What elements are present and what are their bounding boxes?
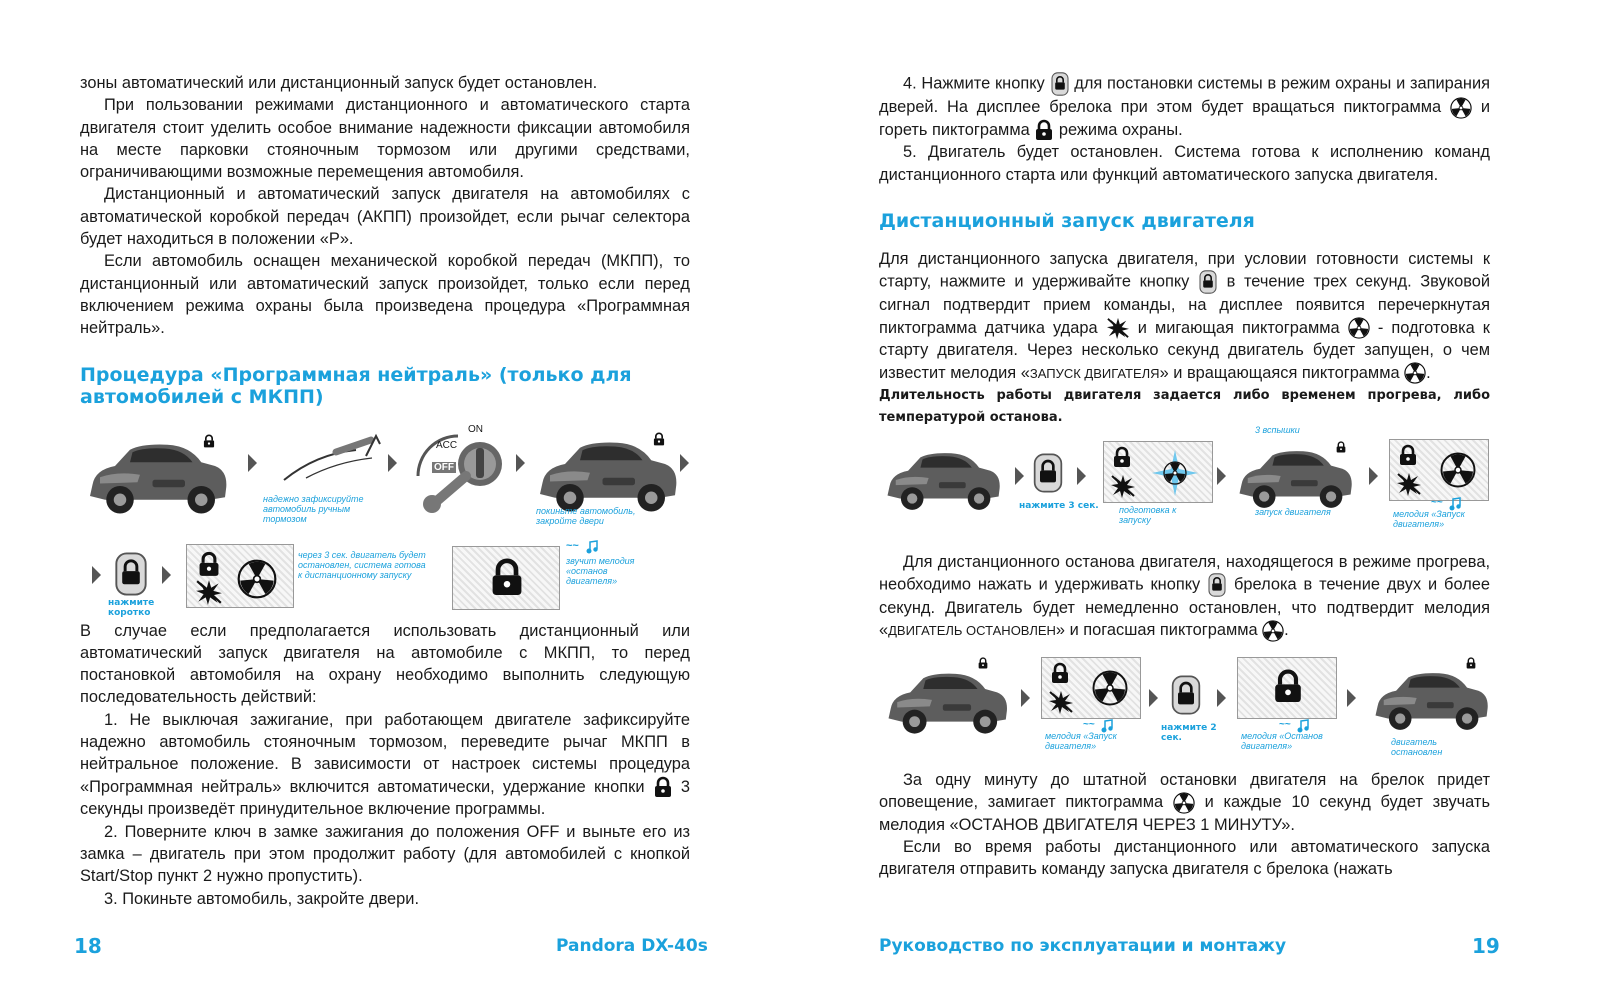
remote-start-diagram — [879, 424, 1490, 543]
page-number: 19 — [1472, 934, 1500, 958]
arrow-icon — [248, 454, 257, 472]
paragraph: При пользовании режимами дистанционного и автоматического старта двигателя стоит уделить особое внимание надежности фиксации автомобиля на месте парковки стояночным тормозом или другими средствами, ограничивающими возможные перемещения автомобиля. — [80, 96, 690, 182]
text-span: и каждые 10 секунд будет звучать мелодия «ОСТАНОВ ДВИГАТЕЛЯ ЧЕРЕЗ 1 МИНУТУ». — [879, 792, 1490, 834]
display-panel — [1237, 657, 1337, 719]
caption: мелодия «Запуск двигателя» — [1393, 508, 1465, 529]
paragraph — [879, 72, 1490, 141]
caption: 3 вспышки — [1255, 424, 1300, 435]
footer-title: Руководство по эксплуатации и монтажу — [879, 936, 1287, 956]
display-panel — [452, 546, 560, 610]
section-heading: Дистанционный запуск двигателя — [879, 209, 1255, 232]
caption: через 3 сек. двигатель будет остановлен, система готова к дистанционному запуску — [298, 549, 426, 580]
caption: звучит мелодия «останов двигателя» — [566, 555, 635, 586]
text-span: 1. Не выключая зажигание, при работающем двигателе зафиксируйте надежно автомобиль стояночным тормозом, переведите рычаг МКПП в нейтральное положение. В зависимости от настроек системы процедура «Программная нейтраль» включится автоматически, удержание кнопки — [80, 710, 690, 796]
fan-icon — [1092, 670, 1128, 706]
lock-icon — [1034, 119, 1054, 141]
arrow-icon — [1077, 467, 1086, 485]
lock-icon — [1112, 446, 1132, 468]
neutral-procedure-diagram — [80, 423, 690, 618]
shock-sensor-icon — [1048, 690, 1074, 714]
text-span: » и погасшая пиктограмма — [1055, 621, 1258, 640]
paragraph: Если автомобиль оснащен механической коробкой передач (МКПП), то дистанционный или автоматический запуск произойдет, только если перед включением режима охраны была произведена процедура «Программная нейтраль». — [80, 252, 690, 338]
keyfob-button-icon[interactable] — [1171, 675, 1201, 715]
caption: двигатель остановлен — [1391, 736, 1443, 757]
paragraph: Для дистанционного останова двигателя, находящегося в режиме прогрева, необходимо нажать и удерживать кнопку брелока в течение двух и более секунд. Двигатель будет немедленно остановлен, что подтвердит мелодия «ДВИГАТЕЛЬ ОСТАНОВЛЕН» и погасшая пиктограмма . — [879, 551, 1490, 643]
fan-icon — [1173, 792, 1195, 814]
paragraph: Для дистанционного запуска двигателя, при условии готовности системы к старту, нажмите и удерживайте кнопку в течение трех секунд. Звуковой сигнал подтвердит прием команды, на дисплее появится перечеркнутая пиктограмма датчика удара и мигающая пиктограмма - подготовка к старту двигателя. Через несколько секунд двигатель будет запущен, о чем известит мелодия «ЗАПУСК ДВИГАТЕЛЯ» и вращающаяся пиктограмма . — [879, 248, 1490, 385]
page-number: 18 — [74, 934, 102, 958]
caption: мелодия «Останов двигателя» — [1241, 730, 1323, 751]
shock-sensor-icon — [1106, 317, 1130, 339]
text-span: ЗАПУСК ДВИГАТЕЛЯ — [1029, 365, 1160, 381]
left-column — [80, 72, 690, 910]
keyfob-button-icon[interactable] — [1033, 453, 1063, 493]
caption: мелодия «Запуск двигателя» — [1045, 730, 1117, 751]
arrow-icon — [516, 454, 525, 472]
text-span: для постановки системы в режим охраны и запирания дверей. На дисплее брелока при этом будет вращаться пиктограмма — [879, 74, 1490, 116]
text-span: Для дистанционного останова двигателя, находящегося в режиме прогрева, необходимо нажать и удерживать кнопку — [879, 552, 1490, 594]
shock-sensor-icon — [1396, 472, 1422, 496]
lock-icon — [977, 657, 989, 669]
caption: нажмите 3 сек. — [1019, 500, 1099, 511]
section-heading: Процедура «Программная нейтраль» (только для автомобилей с МКПП) — [80, 363, 632, 408]
car-icon — [879, 443, 1003, 515]
handbrake-icon — [276, 432, 386, 488]
fan-icon — [1450, 97, 1472, 119]
car-icon — [879, 663, 1011, 739]
right-column — [879, 72, 1490, 881]
melody-note-icon — [586, 540, 598, 554]
remote-stop-diagram — [879, 657, 1490, 769]
shock-sensor-icon — [195, 579, 223, 605]
lock-icon — [1272, 668, 1304, 704]
arrow-icon — [1347, 689, 1356, 707]
paragraph: 3. Покиньте автомобиль, закройте двери. — [104, 889, 419, 908]
lock-icon — [202, 434, 216, 448]
off-label: OFF — [434, 461, 454, 473]
display-panel — [1041, 657, 1141, 719]
fan-icon — [1348, 317, 1370, 339]
arrow-icon — [162, 566, 171, 584]
fan-icon — [1262, 620, 1284, 642]
melody-sign: ~~ — [1279, 718, 1291, 730]
paragraph: 2. Поверните ключ в замке зажигания до положения OFF и выньте его из замка – двигатель при этом продолжит работу (для автомобилей с кнопкой Start/Stop пункт 2 нужно пропустить). — [80, 822, 690, 886]
on-label: ON — [468, 423, 483, 435]
keyfob-button-icon — [1207, 573, 1227, 597]
arrow-icon — [1015, 467, 1024, 485]
melody-sign: ~~ — [1083, 718, 1095, 730]
display-panel — [1103, 441, 1213, 503]
paragraph — [80, 709, 690, 821]
melody-sign: ~~ — [1431, 496, 1443, 508]
fan-icon — [1404, 362, 1426, 384]
arrow-icon — [92, 566, 101, 584]
keyfob-button-icon[interactable] — [114, 552, 148, 596]
text-span: брелока в течение двух и более секунд. Двигатель будет немедленно остановлен, что подтвердит мелодия « — [879, 575, 1490, 640]
arrow-icon — [680, 454, 689, 472]
text-span: в течение трех секунд. Звуковой сигнал подтвердит прием команды, на дисплее появится перечеркнутая пиктограмма датчика удара — [879, 272, 1490, 337]
car-icon — [1367, 663, 1491, 735]
text-span: ДВИГАТЕЛЬ ОСТАНОВЛЕН — [888, 623, 1056, 639]
text-span: и гореть пиктограмма — [879, 98, 1490, 139]
acc-label: ACC — [436, 439, 458, 451]
caption: нажмите коротко — [108, 597, 155, 618]
paragraph: зоны автоматический или дистанционный запуск будет остановлен. — [80, 74, 598, 92]
keyfob-button-icon — [1198, 270, 1218, 294]
paragraph — [879, 769, 1490, 836]
lock-icon — [489, 557, 525, 597]
lock-icon — [1335, 441, 1347, 453]
paragraph: В случае если предполагается использовать дистанционный или автоматический запуск двигателя на автомобиле с МКПП, то перед постановкой автомобиля на охрану необходимо выполнить следующую последовательность действий: — [80, 621, 690, 707]
footer-title: Pandora DX-40s — [556, 936, 708, 956]
caption: надежно зафиксируйте автомобиль ручным тормозом — [263, 493, 364, 524]
arrow-icon — [388, 454, 397, 472]
arrow-icon — [1369, 467, 1378, 485]
lock-icon — [653, 776, 673, 798]
fan-icon — [1440, 452, 1476, 488]
right-page — [800, 0, 1600, 1001]
text-span: 4. Нажмите кнопку — [903, 74, 1045, 93]
paragraph: 5. Двигатель будет остановлен. Система готова к исполнению команд дистанционного старта или функций автоматического запуска двигателя. — [879, 143, 1490, 184]
caption: подготовка к запуску — [1119, 504, 1177, 525]
lock-icon — [652, 432, 666, 446]
caption: нажмите 2 сек. — [1161, 722, 1217, 743]
text-span: 3 секунды произведёт принудительное включение программы. — [80, 777, 690, 819]
fan-icon — [237, 559, 277, 599]
fan-icon — [1152, 450, 1198, 496]
arrow-icon — [1021, 689, 1030, 707]
paragraph: Дистанционный и автоматический запуск двигателя на автомобилях с автоматической коробкой передач (АКПП) произойдет, если рычаг селектора будет находиться в положении «P». — [80, 185, 690, 249]
display-panel — [186, 544, 294, 608]
text-span: За одну минуту до штатной остановки двигателя на брелок придет оповещение, замигает пиктограмма — [879, 770, 1490, 811]
lock-icon — [1465, 657, 1477, 669]
display-panel — [1389, 439, 1489, 501]
paragraph: Если во время работы дистанционного или автоматического запуска двигателя отправить команду запуска двигателя с брелока (нажать — [879, 837, 1490, 879]
melody-sign: ~~ — [566, 539, 579, 552]
shock-sensor-icon — [1110, 474, 1136, 498]
text-span: и мигающая пиктограмма — [1137, 318, 1340, 337]
caption: покиньте автомобиль, закройте двери — [536, 505, 636, 526]
text-span: - подготовка к старту двигателя. Через несколько секунд двигатель будет запущен, о чем известит мелодия « — [879, 318, 1490, 382]
text-span: режима охраны. — [1058, 120, 1183, 139]
arrow-icon — [1217, 467, 1226, 485]
caption: запуск двигателя — [1255, 506, 1331, 517]
text-span: » и вращающаяся пиктограмма — [1159, 363, 1400, 382]
lock-icon — [197, 551, 221, 577]
bold-note: Длительность работы двигателя задается либо временем прогрева, либо температурой останова. — [879, 387, 1490, 425]
text-span: Для дистанционного запуска двигателя, при условии готовности системы к старту, нажмите и удерживайте кнопку — [879, 249, 1490, 291]
arrow-icon — [1217, 689, 1226, 707]
keyfob-button-icon — [1050, 72, 1070, 96]
lock-icon — [1050, 662, 1070, 684]
arrow-icon — [1149, 689, 1158, 707]
lock-icon — [1398, 444, 1418, 466]
